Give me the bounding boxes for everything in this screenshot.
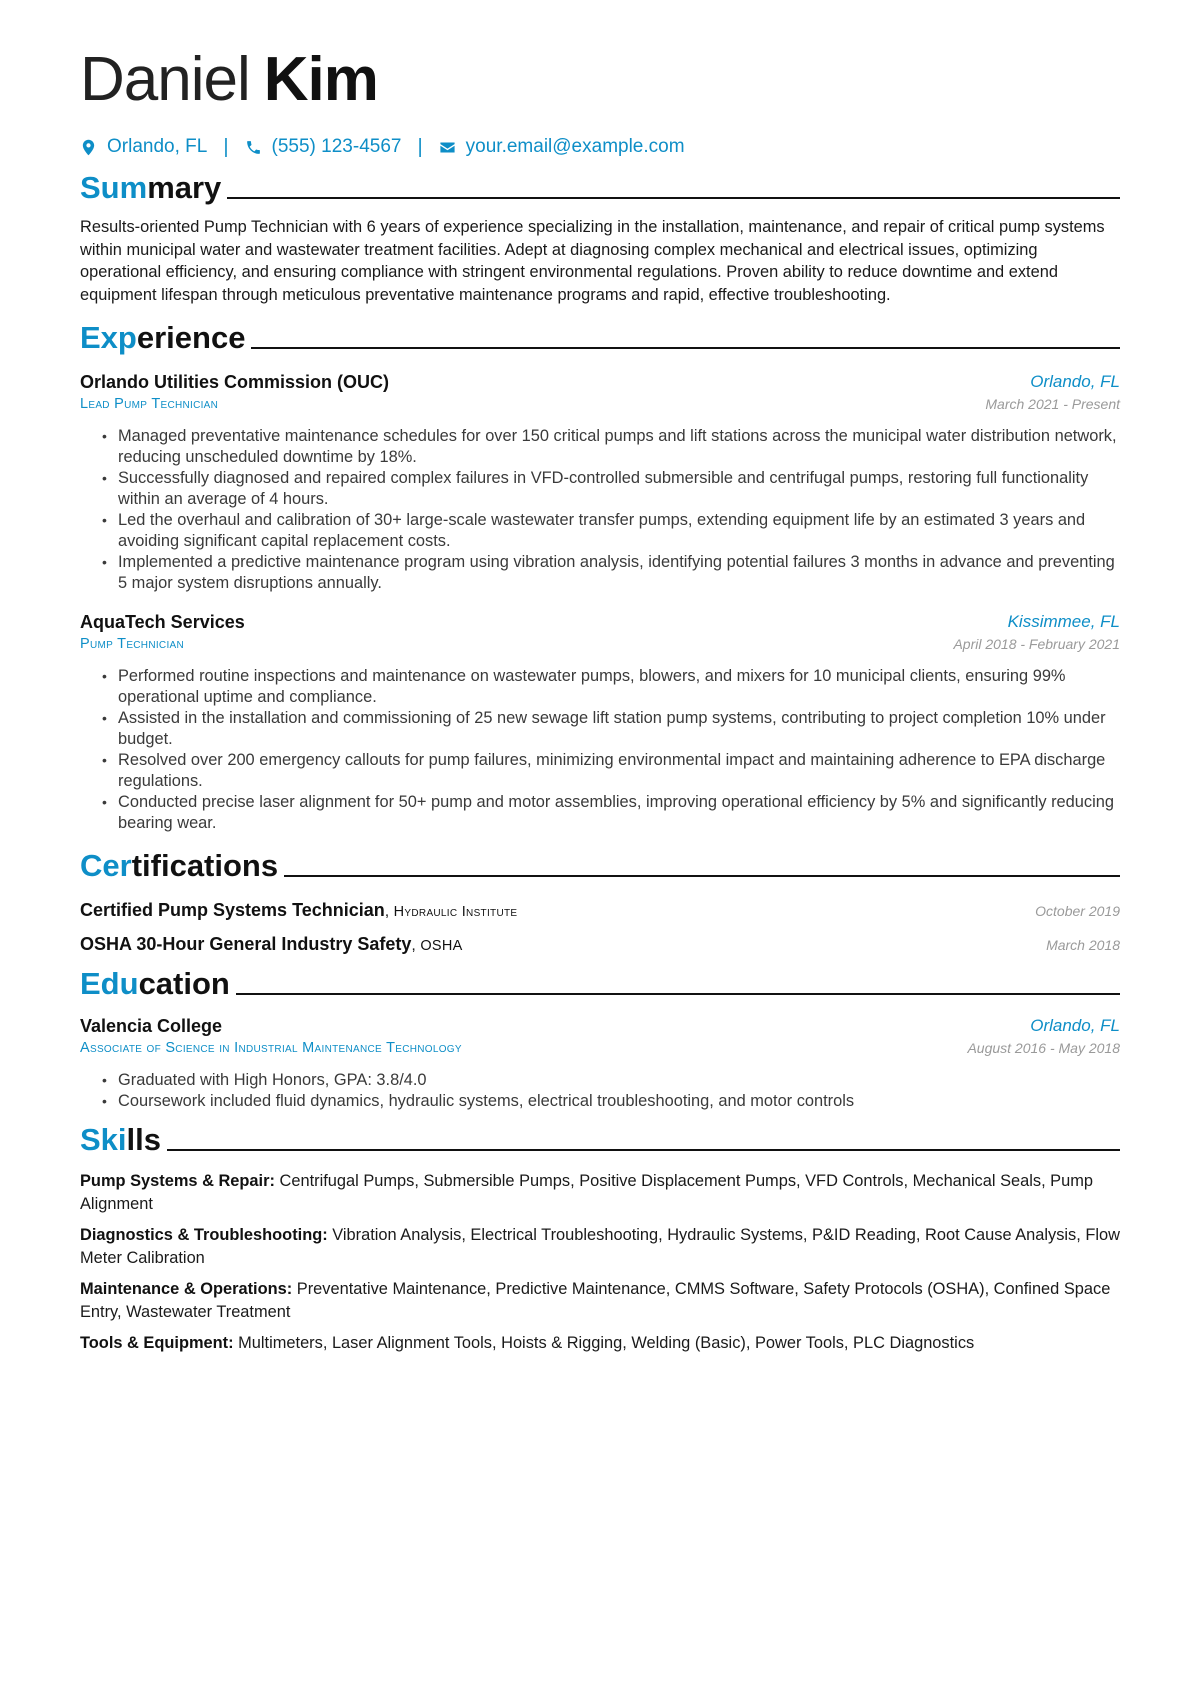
school-location: Orlando, FL bbox=[1030, 1016, 1120, 1035]
contact-phone[interactable] bbox=[245, 134, 402, 160]
location-text: Orlando, FL bbox=[107, 136, 208, 157]
education-bullets bbox=[80, 1070, 1120, 1112]
section-rule bbox=[251, 347, 1120, 349]
degree: Associate of Science in Industrial Maintenance Technology bbox=[80, 1040, 462, 1056]
cert-name: Certified Pump Systems Technician bbox=[80, 900, 385, 920]
skill-label: Maintenance & Operations: bbox=[80, 1280, 293, 1298]
skill-row bbox=[80, 1170, 1120, 1215]
skill-row bbox=[80, 1278, 1120, 1323]
cert-issuer: Hydraulic Institute bbox=[393, 904, 518, 920]
section-rule bbox=[284, 875, 1120, 877]
skill-value: Vibration Analysis, Electrical Troubleshooting, Hydraulic Systems, P&ID Reading, Root Cause Analysis, Flow Meter Calibration bbox=[80, 1226, 1120, 1267]
section-rule bbox=[167, 1149, 1120, 1151]
bullet-item: • Conducted precise laser alignment for 50+ pump and motor assemblies, improving operational efficiency by 5% and significantly reducing bearing wear. bbox=[118, 792, 1120, 834]
cert-date: March 2018 bbox=[1046, 937, 1120, 953]
contact-location bbox=[80, 134, 207, 160]
bullet-item: • Assisted in the installation and commissioning of 25 new sewage lift station pump systems, contributing to project completion 10% under budget. bbox=[118, 708, 1120, 750]
contact-separator: | bbox=[417, 136, 423, 158]
contact-separator: | bbox=[223, 136, 229, 158]
education-entry bbox=[80, 1014, 1120, 1112]
resume-page bbox=[80, 40, 1120, 1355]
certification-item: OSHA 30-Hour General Industry Safety, OSHA March 2018 bbox=[80, 934, 1120, 954]
education-heading: Education bbox=[80, 964, 1120, 1004]
job-entry bbox=[80, 370, 1120, 594]
bullet-item: • Coursework included fluid dynamics, hydraulic systems, electrical troubleshooting, and motor controls bbox=[118, 1091, 1120, 1112]
experience-heading: Experience bbox=[80, 318, 1120, 358]
job-role: Lead Pump Technician bbox=[80, 396, 219, 412]
bullet-item: • Managed preventative maintenance schedules for over 150 critical pumps and lift stations across the municipal water distribution network, reducing unscheduled downtime by 18%. bbox=[118, 426, 1120, 468]
summary-heading: Summary bbox=[80, 168, 1120, 208]
job-org: AquaTech Services bbox=[80, 612, 245, 632]
cert-issuer: OSHA bbox=[420, 938, 463, 954]
envelope-icon bbox=[439, 139, 456, 156]
phone-icon bbox=[245, 139, 262, 156]
skill-label: Pump Systems & Repair: bbox=[80, 1172, 275, 1190]
contact-line bbox=[80, 134, 1120, 160]
phone-text: (555) 123-4567 bbox=[271, 136, 402, 157]
bullet-item: • Performed routine inspections and maintenance on wastewater pumps, blowers, and mixers for 10 municipal clients, ensuring 99% operational uptime and compliance. bbox=[118, 666, 1120, 708]
job-org: Orlando Utilities Commission (OUC) bbox=[80, 372, 390, 392]
last-name: Kim bbox=[263, 45, 378, 114]
skill-label: Diagnostics & Troubleshooting: bbox=[80, 1226, 328, 1244]
job-location: Orlando, FL bbox=[1030, 372, 1120, 391]
job-entry bbox=[80, 610, 1120, 834]
bullet-item: • Successfully diagnosed and repaired complex failures in VFD-controlled submersible and centrifugal pumps, restoring full functionality within an average of 4 hours. bbox=[118, 468, 1120, 510]
contact-email[interactable] bbox=[439, 134, 685, 160]
bullet-item: • Resolved over 200 emergency callouts for pump failures, minimizing environmental impact and maintaining adherence to EPA discharge regulations. bbox=[118, 750, 1120, 792]
cert-name: OSHA 30-Hour General Industry Safety bbox=[80, 934, 412, 954]
section-rule bbox=[236, 993, 1120, 995]
location-pin-icon bbox=[80, 139, 97, 156]
education-dates: August 2016 - May 2018 bbox=[967, 1040, 1120, 1056]
job-bullets bbox=[80, 666, 1120, 834]
job-location: Kissimmee, FL bbox=[1007, 612, 1120, 631]
skill-value: Preventative Maintenance, Predictive Maintenance, CMMS Software, Safety Protocols (OSHA), Confined Space Entry, Wastewater Treatment bbox=[80, 1280, 1111, 1321]
skill-row bbox=[80, 1224, 1120, 1269]
summary-text: Results-oriented Pump Technician with 6 years of experience specializing in the installation, maintenance, and repair of critical pump systems within municipal water and wastewater treatment facilities. Adept at diagnosing complex mechanical and electrical issues, optimizing operational efficiency, and ensuring compliance with stringent environmental regulations. Proven ability to reduce downtime and extend equipment lifespan through meticulous preventative maintenance programs and rapid, effective troubleshooting. bbox=[80, 218, 1105, 304]
job-role: Pump Technician bbox=[80, 636, 185, 652]
skill-label: Tools & Equipment: bbox=[80, 1334, 234, 1352]
certification-item: Certified Pump Systems Technician, Hydraulic Institute October 2019 bbox=[80, 900, 1120, 920]
job-dates: March 2021 - Present bbox=[985, 396, 1120, 412]
skill-value: Centrifugal Pumps, Submersible Pumps, Positive Displacement Pumps, VFD Controls, Mechanical Seals, Pump Alignment bbox=[80, 1172, 1093, 1213]
skills-heading: Skills bbox=[80, 1120, 1120, 1160]
skill-row bbox=[80, 1332, 1120, 1355]
bullet-item: • Implemented a predictive maintenance program using vibration analysis, identifying potential failures 3 months in advance and preventing 5 major system disruptions annually. bbox=[118, 552, 1120, 594]
job-dates: April 2018 - February 2021 bbox=[953, 636, 1120, 652]
certifications-heading: Certifications bbox=[80, 846, 1120, 886]
candidate-name bbox=[80, 40, 1120, 120]
skill-value: Multimeters, Laser Alignment Tools, Hoists & Rigging, Welding (Basic), Power Tools, PLC Diagnostics bbox=[238, 1334, 975, 1352]
school-name: Valencia College bbox=[80, 1016, 223, 1036]
first-name: Daniel bbox=[80, 45, 250, 114]
bullet-item: • Graduated with High Honors, GPA: 3.8/4.0 bbox=[118, 1070, 1120, 1091]
job-bullets bbox=[80, 426, 1120, 594]
email-text: your.email@example.com bbox=[465, 136, 685, 157]
cert-date: October 2019 bbox=[1035, 903, 1120, 919]
bullet-item: • Led the overhaul and calibration of 30+ large-scale wastewater transfer pumps, extending equipment life by an estimated 3 years and avoiding significant capital replacement costs. bbox=[118, 510, 1120, 552]
section-rule bbox=[227, 197, 1120, 199]
